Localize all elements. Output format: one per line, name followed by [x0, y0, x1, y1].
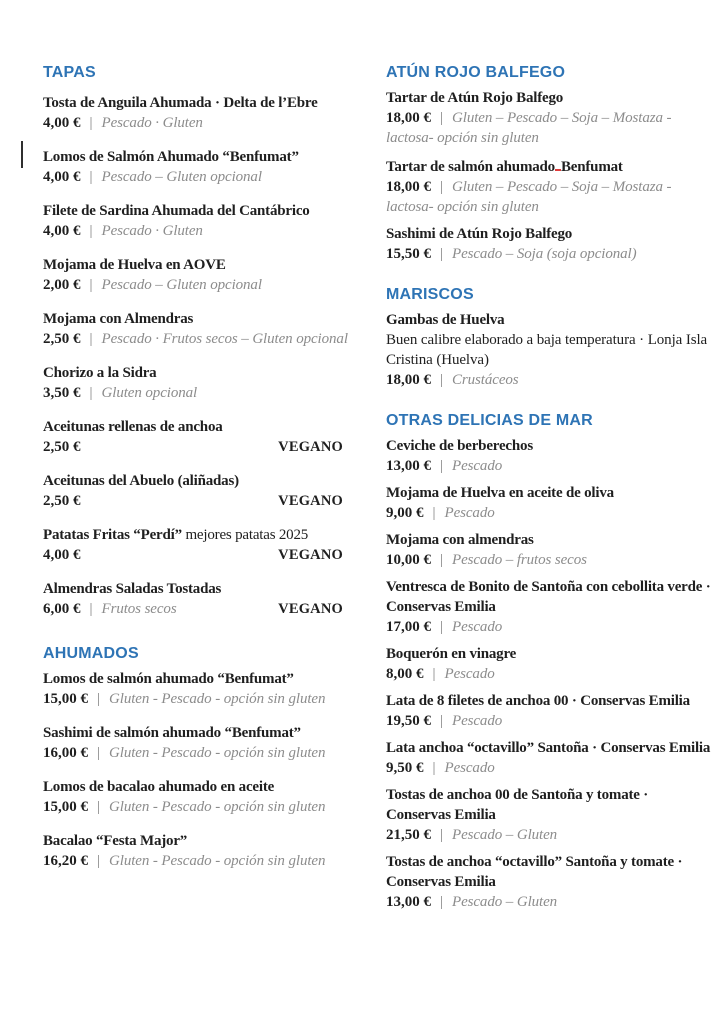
- price-line: [43, 113, 343, 133]
- price-line: [43, 383, 343, 403]
- revision-bar: [21, 141, 23, 168]
- item-price: 13,00 €: [386, 458, 431, 474]
- menu-section: [386, 284, 716, 390]
- item-name: Mojama con almendras: [386, 532, 534, 548]
- menu-item: [386, 785, 716, 845]
- item-name: Lomos de bacalao ahumado en aceite: [43, 779, 275, 795]
- price-separator: |: [440, 246, 444, 262]
- price-group: [43, 275, 262, 295]
- price-separator: |: [440, 179, 444, 195]
- item-name: Tartar de Atún Rojo Balfego: [386, 90, 564, 106]
- price-separator: |: [97, 799, 101, 815]
- menu-item: [386, 224, 716, 264]
- price-line: [386, 370, 716, 390]
- item-allergens: Pescado · Gluten: [101, 223, 203, 239]
- price-group: [386, 550, 587, 570]
- vegan-badge: VEGANO: [278, 547, 343, 563]
- item-allergens: Pescado – Gluten opcional: [101, 277, 262, 293]
- item-name: Almendras Saladas Tostadas: [43, 581, 222, 597]
- item-price: 10,00 €: [386, 552, 431, 568]
- item-price: 19,50 €: [386, 713, 431, 729]
- menu-item: [386, 88, 716, 148]
- item-price: 16,00 €: [43, 745, 88, 761]
- price-separator: |: [440, 110, 444, 126]
- item-allergens: Gluten - Pescado - opción sin gluten: [109, 799, 326, 815]
- price-line: [43, 545, 343, 565]
- price-group: [43, 851, 325, 871]
- price-separator: |: [89, 601, 93, 617]
- price-line: [43, 275, 343, 295]
- price-group: [43, 491, 81, 511]
- price-line: [43, 689, 343, 709]
- price-separator: |: [97, 853, 101, 869]
- price-line: [386, 550, 716, 570]
- price-group: [386, 664, 495, 684]
- item-allergens: Pescado: [452, 458, 503, 474]
- menu-column-left: [43, 62, 348, 885]
- item-allergens: Pescado – Gluten: [452, 894, 558, 910]
- item-name: Lata anchoa “octavillo” Santoña · Conservas Emilia: [386, 740, 711, 756]
- item-allergens: Pescado: [452, 713, 503, 729]
- item-allergens: Pescado: [444, 505, 495, 521]
- menu-item: [43, 525, 343, 565]
- section-heading: ATÚN ROJO BALFEGO: [386, 64, 566, 81]
- price-separator: |: [440, 827, 444, 843]
- item-allergens: Pescado: [444, 760, 495, 776]
- price-line: [43, 851, 343, 871]
- item-price: 15,50 €: [386, 246, 431, 262]
- price-separator: |: [89, 169, 93, 185]
- price-group: [43, 383, 197, 403]
- price-separator: |: [89, 115, 93, 131]
- price-group: [43, 221, 203, 241]
- price-separator: |: [432, 505, 436, 521]
- item-name-part: Tartar de salmón ahumado: [386, 159, 555, 175]
- price-line: [43, 167, 343, 187]
- item-name: Sashimi de salmón ahumado “Benfumat”: [43, 725, 301, 741]
- item-name: Gambas de Huelva: [386, 312, 505, 328]
- item-name: Lomos de salmón ahumado “Benfumat”: [43, 671, 294, 687]
- item-price: 4,00 €: [43, 547, 81, 563]
- menu-item: [386, 155, 716, 217]
- menu-item: [386, 483, 716, 523]
- price-separator: |: [89, 223, 93, 239]
- item-price: 2,50 €: [43, 493, 81, 509]
- menu-item: [43, 93, 343, 133]
- price-line: [386, 244, 716, 264]
- menu-item: [43, 579, 343, 619]
- price-separator: |: [440, 372, 444, 388]
- item-name: Tostas de anchoa 00 de Santoña y tomate · Conservas Emilia: [386, 787, 649, 823]
- item-name: Mojama de Huelva en aceite de oliva: [386, 485, 614, 501]
- price-line: [43, 221, 343, 241]
- item-name: Mojama de Huelva en AOVE: [43, 257, 226, 273]
- item-allergens: Pescado · Gluten: [101, 115, 203, 131]
- menu-item: [43, 201, 343, 241]
- price-separator: |: [97, 691, 101, 707]
- vegan-badge: VEGANO: [278, 439, 343, 455]
- price-group: [386, 892, 557, 912]
- menu-item: [43, 777, 343, 817]
- price-group: [43, 599, 177, 619]
- item-name: Chorizo a la Sidra: [43, 365, 157, 381]
- price-group: [386, 177, 716, 217]
- menu-item: [386, 436, 716, 476]
- menu-item: [386, 738, 716, 778]
- price-separator: |: [89, 277, 93, 293]
- price-group: [43, 167, 262, 187]
- vegan-badge: VEGANO: [278, 493, 343, 509]
- item-name-part: mejores patatas 2025: [181, 527, 309, 543]
- item-name: Filete de Sardina Ahumada del Cantábrico: [43, 203, 310, 219]
- item-name-part: Benfumat: [560, 159, 623, 175]
- price-separator: |: [440, 552, 444, 568]
- menu-section: [386, 62, 716, 264]
- item-allergens: Pescado – Soja (soja opcional): [452, 246, 637, 262]
- item-price: 18,00 €: [386, 110, 431, 126]
- item-name: Aceitunas rellenas de anchoa: [43, 419, 223, 435]
- item-price: 4,00 €: [43, 223, 81, 239]
- item-allergens: Pescado: [452, 619, 503, 635]
- menu-section: [43, 643, 343, 871]
- item-price: 2,50 €: [43, 331, 81, 347]
- menu-item: [386, 577, 716, 637]
- item-name: Lata de 8 filetes de anchoa 00 · Conservas Emilia: [386, 693, 690, 709]
- item-price: 16,20 €: [43, 853, 88, 869]
- item-name: Ventresca de Bonito de Santoña con cebollita verde · Conservas Emilia: [386, 579, 711, 615]
- menu-item: [43, 669, 343, 709]
- section-heading: TAPAS: [43, 64, 96, 81]
- menu-item: [386, 644, 716, 684]
- item-allergens: Pescado – Gluten: [452, 827, 558, 843]
- price-line: [43, 599, 343, 619]
- menu-item: [43, 309, 348, 349]
- item-name: Mojama con Almendras: [43, 311, 194, 327]
- price-group: [386, 503, 495, 523]
- item-allergens: Pescado – frutos secos: [452, 552, 587, 568]
- price-line: [386, 664, 716, 684]
- item-name: [43, 525, 343, 545]
- item-price: 8,00 €: [386, 666, 424, 682]
- item-name: Tostas de anchoa “octavillo” Santoña y tomate · Conservas Emilia: [386, 854, 683, 890]
- item-name: Tosta de Anguila Ahumada · Delta de l’Ebre: [43, 95, 318, 111]
- item-price: 18,00 €: [386, 179, 431, 195]
- price-group: [43, 689, 325, 709]
- section-heading: AHUMADOS: [43, 645, 139, 662]
- price-group: [386, 456, 502, 476]
- item-allergens: Gluten - Pescado - opción sin gluten: [109, 691, 326, 707]
- item-allergens: Pescado · Frutos secos – Gluten opcional: [101, 331, 348, 347]
- price-line: [43, 329, 348, 349]
- item-allergens: Frutos secos: [101, 601, 177, 617]
- price-line: [43, 743, 343, 763]
- price-group: [43, 329, 348, 349]
- price-line: [386, 825, 716, 845]
- item-name-part: Patatas Fritas “Perdí”: [43, 527, 182, 543]
- item-price: 18,00 €: [386, 372, 431, 388]
- price-group: [386, 711, 502, 731]
- price-line: [386, 892, 716, 912]
- price-separator: |: [440, 713, 444, 729]
- price-line: [386, 177, 716, 217]
- vegan-badge: VEGANO: [278, 601, 343, 617]
- menu-item: [386, 691, 716, 731]
- menu-column-right: [386, 62, 716, 919]
- item-name: Sashimi de Atún Rojo Balfego: [386, 226, 573, 242]
- menu-item: [43, 723, 343, 763]
- item-allergens: Pescado – Gluten opcional: [101, 169, 262, 185]
- price-line: [43, 437, 343, 457]
- price-line: [386, 108, 716, 148]
- price-group: [386, 825, 557, 845]
- section-heading: MARISCOS: [386, 286, 474, 303]
- price-separator: |: [89, 331, 93, 347]
- item-price: 2,00 €: [43, 277, 81, 293]
- item-allergens: Gluten – Pescado – Soja – Mostaza - lactosa- opción sin gluten: [386, 110, 672, 146]
- price-separator: |: [97, 745, 101, 761]
- menu-section: [386, 410, 716, 912]
- price-separator: |: [440, 894, 444, 910]
- menu-section: [43, 62, 348, 619]
- price-group: [43, 545, 81, 565]
- menu-item: [43, 831, 343, 871]
- item-description: Buen calibre elaborado a baja temperatura · Lonja Isla Cristina (Huelva): [386, 332, 708, 368]
- item-name: Ceviche de berberechos: [386, 438, 533, 454]
- item-name: Lomos de Salmón Ahumado “Benfumat”: [43, 149, 299, 165]
- item-price: 13,00 €: [386, 894, 431, 910]
- item-allergens: Crustáceos: [452, 372, 519, 388]
- item-allergens: Gluten - Pescado - opción sin gluten: [109, 853, 326, 869]
- menu-item: [386, 310, 716, 390]
- menu-item: [386, 852, 716, 912]
- item-allergens: Pescado: [444, 666, 495, 682]
- price-line: [386, 758, 716, 778]
- price-group: [386, 370, 519, 390]
- price-line: [386, 456, 716, 476]
- price-separator: |: [432, 666, 436, 682]
- price-group: [43, 113, 203, 133]
- price-line: [386, 617, 716, 637]
- menu-item: [43, 255, 343, 295]
- menu-item: [43, 363, 343, 403]
- item-price: 6,00 €: [43, 601, 81, 617]
- item-name: Bacalao “Festa Major”: [43, 833, 188, 849]
- price-group: [386, 758, 495, 778]
- item-price: 2,50 €: [43, 439, 81, 455]
- item-price: 9,00 €: [386, 505, 424, 521]
- item-price: 15,00 €: [43, 691, 88, 707]
- price-group: [386, 617, 502, 637]
- price-line: [386, 503, 716, 523]
- price-group: [386, 108, 716, 148]
- item-price: 4,00 €: [43, 169, 81, 185]
- menu-item: [43, 147, 343, 187]
- item-name: Boquerón en vinagre: [386, 646, 517, 662]
- price-group: [43, 743, 325, 763]
- item-allergens: Gluten – Pescado – Soja – Mostaza - lactosa- opción sin gluten: [386, 179, 672, 215]
- section-heading: OTRAS DELICIAS DE MAR: [386, 412, 593, 429]
- price-group: [43, 797, 325, 817]
- price-separator: |: [89, 385, 93, 401]
- price-group: [43, 437, 81, 457]
- menu-item: [43, 471, 343, 511]
- item-price: 17,00 €: [386, 619, 431, 635]
- price-group: [386, 244, 637, 264]
- menu-item: [386, 530, 716, 570]
- item-price: 9,50 €: [386, 760, 424, 776]
- price-separator: |: [432, 760, 436, 776]
- price-separator: |: [440, 458, 444, 474]
- price-line: [43, 491, 343, 511]
- price-separator: |: [440, 619, 444, 635]
- item-price: 15,00 €: [43, 799, 88, 815]
- item-name: [386, 155, 716, 177]
- price-line: [43, 797, 343, 817]
- item-name: Aceitunas del Abuelo (aliñadas): [43, 473, 239, 489]
- item-price: 4,00 €: [43, 115, 81, 131]
- menu-item: [43, 417, 343, 457]
- item-price: 21,50 €: [386, 827, 431, 843]
- price-line: [386, 711, 716, 731]
- item-allergens: Gluten - Pescado - opción sin gluten: [109, 745, 326, 761]
- item-allergens: Gluten opcional: [101, 385, 198, 401]
- item-price: 3,50 €: [43, 385, 81, 401]
